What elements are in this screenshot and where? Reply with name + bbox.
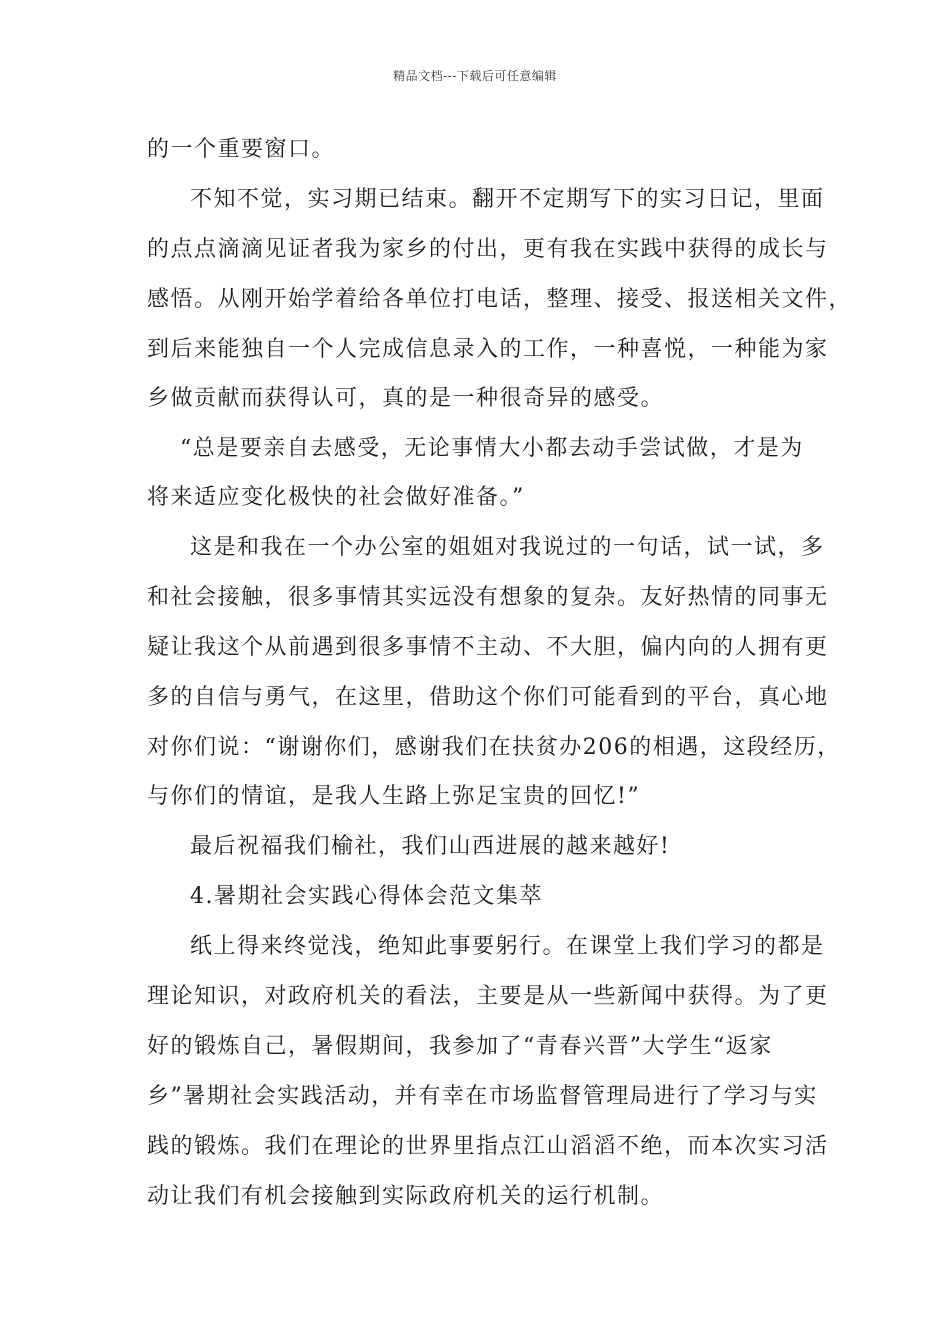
text-line: 将来适应变化极快的社会做好准备。” (147, 485, 525, 510)
text-line: 理论知识，对政府机关的看法，主要是从一些新闻中获得。为了更 (147, 984, 829, 1009)
text-line: 的点点滴滴见证者我为家乡的付出，更有我在实践中获得的成长与 (147, 237, 829, 262)
text-line: 和社会接触，很多事情其实远没有想象的复杂。友好热情的同事无 (147, 585, 829, 610)
text-line: 疑让我这个从前遇到很多事情不主动、不大胆，偏内向的人拥有更 (147, 635, 829, 660)
text-line: 的一个重要窗口。 (147, 137, 336, 162)
text-line: 这是和我在一个办公室的姐姐对我说过的一句话，试一试，多 (190, 535, 825, 560)
text-line: “总是要亲自去感受，无论事情大小都去动手尝试做，才是为 (180, 436, 804, 461)
text-line: 感悟。从刚开始学着给各单位打电话，整理、接受、报送相关文件， (147, 287, 853, 312)
text-line: 好的锻炼自己，暑假期间，我参加了“青春兴晋”大学生“返家 (147, 1034, 773, 1059)
text-line: 最后祝福我们榆社，我们山西进展的越来越好! (190, 834, 671, 859)
text-line: 践的锻炼。我们在理论的世界里指点江山滔滔不绝，而本次实习活 (147, 1134, 829, 1159)
text-line: 纸上得来终觉浅，绝知此事要躬行。在课堂上我们学习的都是 (190, 934, 825, 959)
text-line: 多的自信与勇气，在这里，借助这个你们可能看到的平台，真心地 (147, 685, 829, 710)
text-line: 乡”暑期社会实践活动，并有幸在市场监督管理局进行了学习与实 (147, 1084, 818, 1109)
text-line: 动让我们有机会接触到实际政府机关的运行机制。 (147, 1184, 665, 1209)
page-header: 精品文档---下载后可任意编辑 (393, 69, 557, 83)
section-heading: 4.暑期社会实践心得体会范文集萃 (190, 884, 543, 909)
text-line: 乡做贡献而获得认可，真的是一种很奇异的感受。 (147, 386, 665, 411)
text-line: 与你们的情谊，是我人生路上弥足宝贵的回忆!” (147, 784, 641, 809)
text-line: 到后来能独自一个人完成信息录入的工作，一种喜悦，一种能为家 (147, 337, 829, 362)
text-line: 不知不觉，实习期已结束。翻开不定期写下的实习日记，里面 (190, 187, 825, 212)
text-line: 对你们说：“谢谢你们，感谢我们在扶贫办206的相遇，这段经历， (147, 735, 841, 760)
